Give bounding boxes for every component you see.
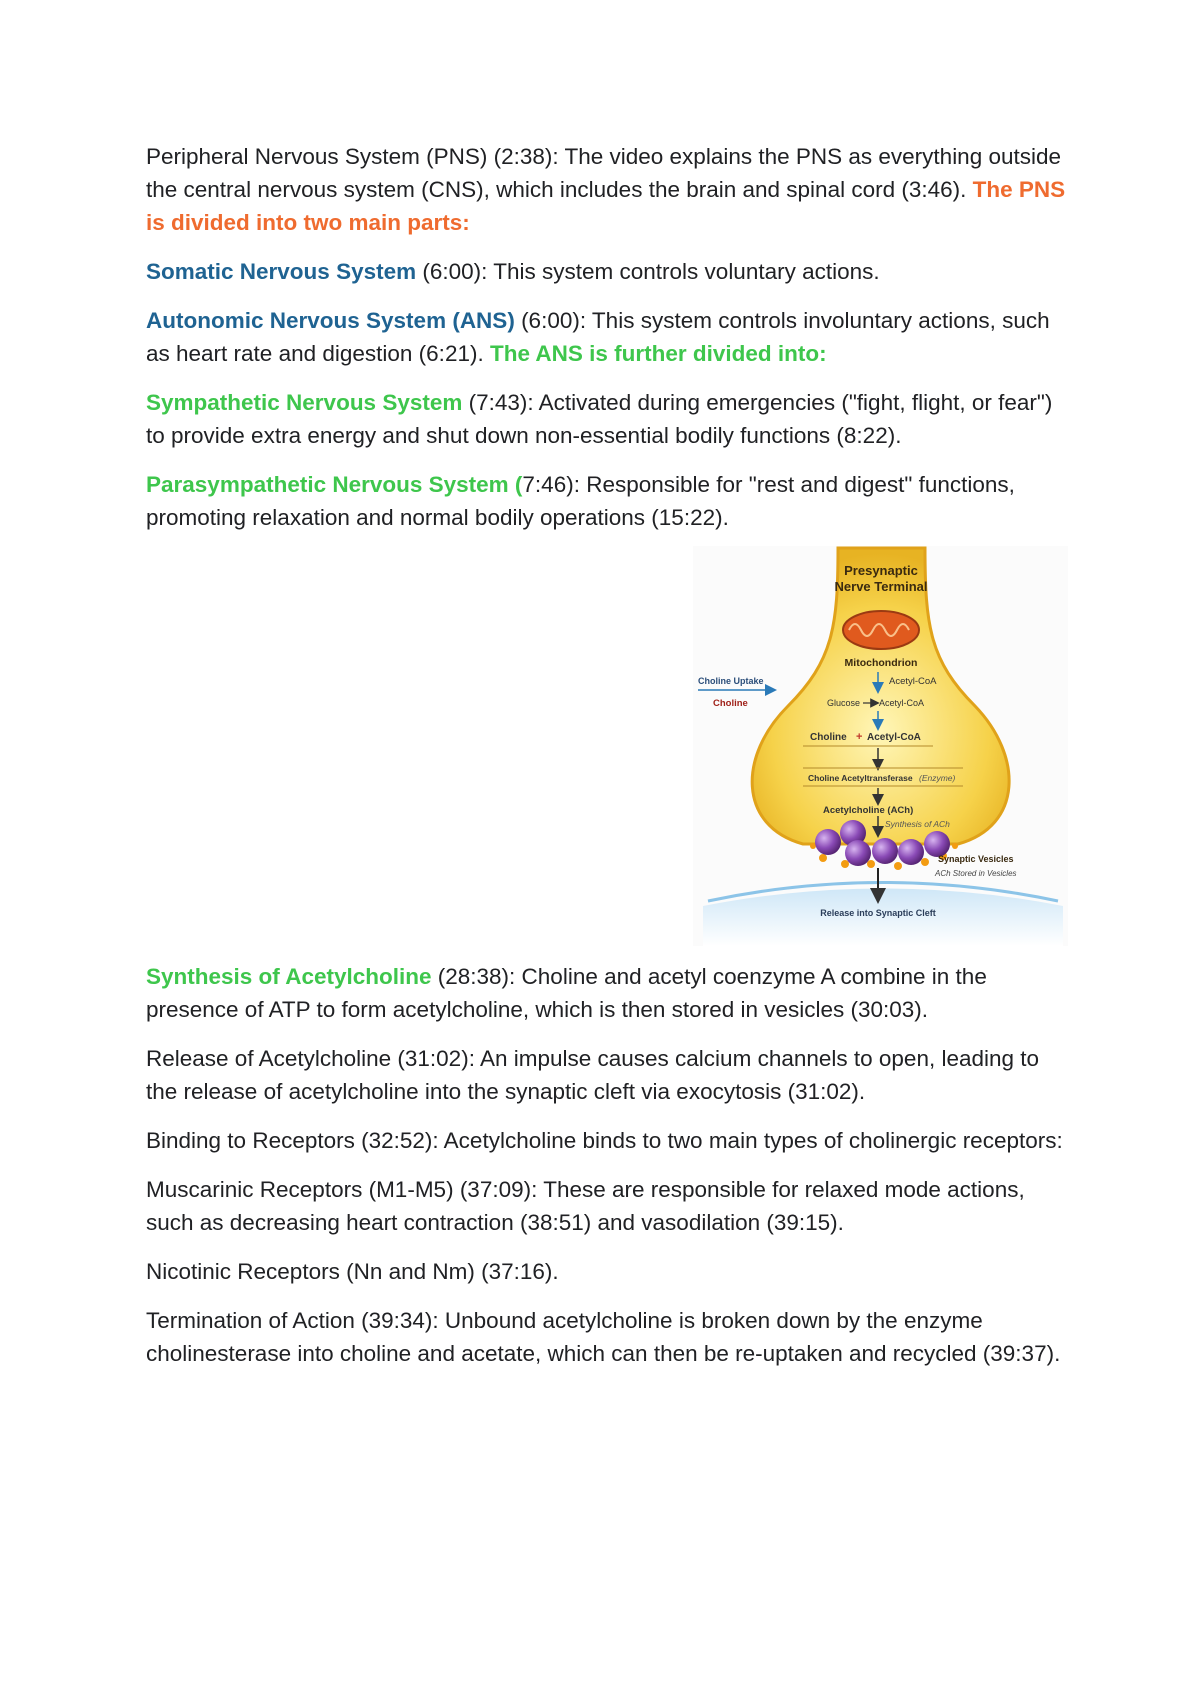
somatic-text: (6:00): This system controls voluntary actions.	[416, 259, 880, 284]
choline-uptake-label: Choline Uptake	[698, 676, 764, 686]
parasympathetic-text: 7:46): Responsible for "rest and digest" functions, promoting relaxation and normal bodily operations (15:22).	[146, 472, 1015, 530]
binding-paragraph: Binding to Receptors (32:52): Acetylcholine binds to two main types of cholinergic receptors:	[146, 1128, 1063, 1153]
acetyl-coa-label-3: Acetyl-CoA	[867, 732, 921, 743]
synthesis-text: (28:38): Choline and acetyl coenzyme A combine in the presence of ATP to form acetylcholine, which is then stored in vesicles (30:03).	[146, 964, 987, 1022]
ach-stored-label: ACh Stored in Vesicles	[935, 869, 1017, 878]
synthesis-heading: Synthesis of Acetylcholine	[146, 964, 432, 989]
somatic-heading: Somatic Nervous System	[146, 259, 417, 284]
parasympathetic-heading: Parasympathetic Nervous System (	[146, 472, 523, 497]
pns-text: Peripheral Nervous System (PNS) (2:38): The video explains the PNS as everything outside the central nervous system (CNS), which includes the brain and spinal cord (3:46).	[146, 144, 1062, 202]
vesicle-icon	[815, 829, 841, 855]
enzyme-name-label: Choline Acetyltransferase	[808, 773, 913, 783]
document-body	[146, 140, 1066, 1386]
plus-sign: +	[856, 731, 863, 743]
synthesis-label: Synthesis of ACh	[885, 819, 950, 829]
sympathetic-text: (7:43): Activated during emergencies ("fight, flight, or fear") to provide extra energy and shut down non-essential bodily functions (8:22).	[146, 390, 1053, 448]
somatic-paragraph	[146, 255, 1066, 288]
autonomic-paragraph	[146, 304, 1066, 370]
choline-label: Choline	[713, 698, 748, 709]
autonomic-text: (6:00): This system controls involuntary actions, such as heart rate and digestion (6:21).	[146, 308, 1050, 366]
glucose-label: Glucose	[827, 698, 861, 708]
pns-divided-highlight: The PNS is divided into two main parts:	[146, 177, 1066, 235]
vesicle-icon	[898, 839, 924, 865]
sympathetic-heading: Sympathetic Nervous System	[146, 390, 463, 415]
figure-title-line2: Nerve Terminal	[834, 579, 928, 594]
presynaptic-terminal-diagram	[693, 546, 1068, 946]
acetyl-coa-label-2: Acetyl-CoA	[879, 698, 925, 708]
autonomic-heading: Autonomic Nervous System (ANS)	[146, 308, 515, 333]
vesicle-icon	[845, 840, 871, 866]
mitochondrion-icon	[843, 611, 919, 649]
termination-paragraph: Termination of Action (39:34): Unbound acetylcholine is broken down by the enzyme cholinesterase into choline and acetate, which can then be re-uptaken and recycled (39:37).	[146, 1308, 1061, 1366]
enzyme-tag-label: (Enzyme)	[919, 773, 956, 783]
mitochondrion-label: Mitochondrion	[844, 657, 918, 669]
sympathetic-paragraph	[146, 386, 1066, 452]
ans-divided-highlight: The ANS is further divided into:	[489, 341, 827, 366]
parasympathetic-paragraph	[146, 468, 1066, 534]
nicotinic-paragraph: Nicotinic Receptors (Nn and Nm) (37:16).	[146, 1259, 559, 1284]
acetyl-coa-label-1: Acetyl-CoA	[889, 676, 937, 687]
vesicle-icon	[872, 838, 898, 864]
ach-label: Acetylcholine (ACh)	[823, 805, 914, 816]
figure-container	[146, 546, 1066, 948]
release-paragraph: Release of Acetylcholine (31:02): An impulse causes calcium channels to open, leading to the release of acetylcholine into the synaptic cleft via exocytosis (31:02).	[146, 1046, 1040, 1104]
synthesis-paragraph	[146, 960, 1066, 1026]
pns-paragraph	[146, 140, 1066, 239]
muscarinic-paragraph: Muscarinic Receptors (M1-M5) (37:09): These are responsible for relaxed mode actions, such as decreasing heart contraction (38:51) and vasodilation (39:15).	[146, 1177, 1025, 1235]
choline-plus-label: Choline	[810, 732, 847, 743]
synaptic-vesicles-label: Synaptic Vesicles	[938, 854, 1014, 864]
figure-title-line1: Presynaptic	[844, 563, 918, 578]
release-cleft-label: Release into Synaptic Cleft	[820, 908, 936, 918]
